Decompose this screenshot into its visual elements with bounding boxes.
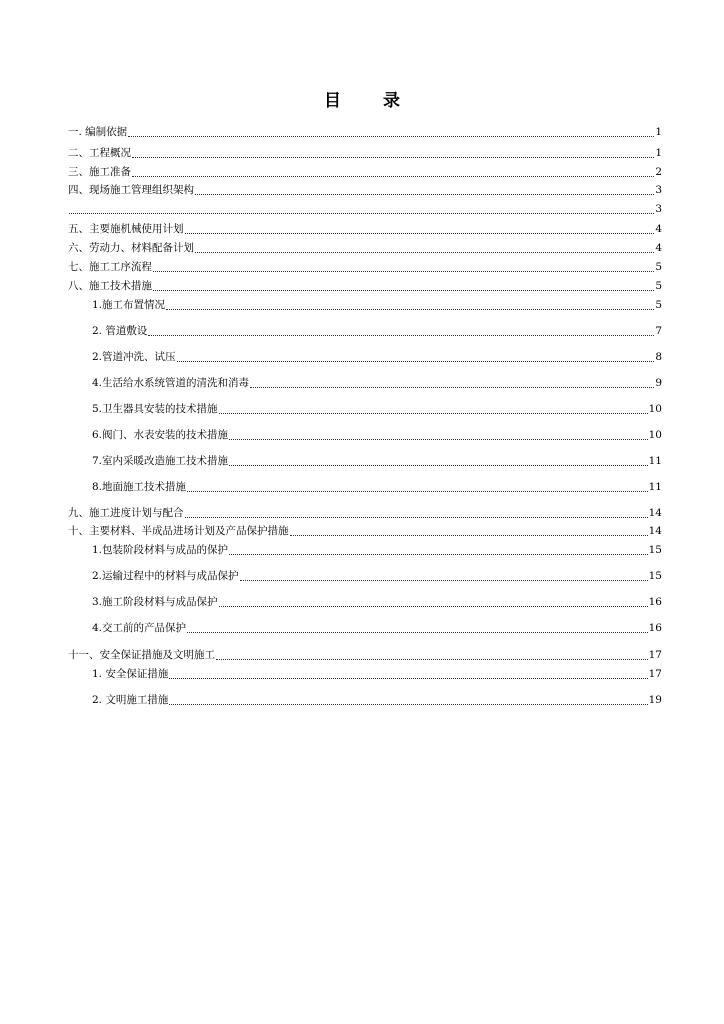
leader-dots <box>187 481 648 492</box>
toc-entry[interactable] <box>92 299 662 312</box>
toc-entry-page: 17 <box>648 668 662 680</box>
toc-entry[interactable] <box>68 261 662 274</box>
leader-dots <box>216 649 648 660</box>
toc-entry-page: 14 <box>648 507 662 519</box>
toc-entry-label: 1.包装阶段材料与成品的保护 <box>92 544 229 556</box>
toc-entry-label: 十一、安全保证措施及文明施工 <box>68 649 215 661</box>
toc-entry[interactable] <box>92 544 662 557</box>
toc-entry-page: 14 <box>648 525 662 537</box>
leader-dots <box>166 299 654 310</box>
toc-entry-label: 一. 编制依据 <box>68 126 128 138</box>
toc-entry-page: 9 <box>655 377 662 389</box>
toc-entry-label: 8.地面施工技术措施 <box>92 481 187 493</box>
leader-dots <box>148 325 654 336</box>
toc-entry-label: 六、劳动力、材料配备计划 <box>68 242 194 254</box>
leader-dots <box>153 261 654 272</box>
leader-dots <box>132 147 654 158</box>
toc-entry-label: 八、施工技术措施 <box>68 280 152 292</box>
toc-entry-page: 8 <box>655 351 662 363</box>
toc-entry[interactable] <box>92 403 662 416</box>
toc-entry-label: 二、工程概况 <box>68 147 131 159</box>
toc-entry[interactable] <box>68 126 662 139</box>
toc-entry[interactable] <box>68 525 662 538</box>
toc-entry[interactable] <box>68 242 662 255</box>
toc-entry[interactable] <box>68 507 662 520</box>
toc-entry-page: 2 <box>655 166 662 178</box>
toc-entry-page: 15 <box>648 544 662 556</box>
toc-entry-label: 四、现场施工管理组织架构 <box>68 184 194 196</box>
leader-dots <box>69 203 654 214</box>
toc-entry-label: 1. 安全保证措施 <box>92 668 169 680</box>
leader-dots <box>169 668 647 679</box>
toc-entry-label: 2.运输过程中的材料与成品保护 <box>92 570 239 582</box>
leader-dots <box>169 694 647 705</box>
toc-entry[interactable] <box>68 203 662 216</box>
leader-dots <box>250 377 654 388</box>
leader-dots <box>229 544 648 555</box>
toc-entry[interactable] <box>92 377 662 390</box>
toc-entry-page: 3 <box>655 184 662 196</box>
leader-dots <box>185 507 648 518</box>
toc-entry[interactable] <box>68 166 662 179</box>
toc-entry-label: 4.生活给水系统管道的清洗和消毒 <box>92 377 250 389</box>
leader-dots <box>185 223 655 234</box>
toc-entry-label: 2.管道冲洗、试压 <box>92 351 176 363</box>
leader-dots <box>229 429 648 440</box>
leader-dots <box>177 351 655 362</box>
toc-entry-page: 3 <box>655 203 662 215</box>
toc-entry-label: 7.室内采暖改造施工技术措施 <box>92 455 229 467</box>
toc-entry-page: 4 <box>655 223 662 235</box>
toc-entry[interactable] <box>92 455 662 468</box>
toc-entry-label: 2. 管道敷设 <box>92 325 148 337</box>
toc-entry[interactable] <box>68 223 662 236</box>
toc-entry-label: 五、主要施机械使用计划 <box>68 223 184 235</box>
toc-entry-label: 七、施工工序流程 <box>68 261 152 273</box>
page-title: 目 录 <box>324 91 418 111</box>
toc-entry-page: 16 <box>648 622 662 634</box>
leader-dots <box>187 622 648 633</box>
toc-entry[interactable] <box>92 351 662 364</box>
toc-entry-label: 三、施工准备 <box>68 166 131 178</box>
leader-dots <box>219 596 648 607</box>
leader-dots <box>153 280 654 291</box>
toc-entry-label: 5.卫生器具安装的技术措施 <box>92 403 218 415</box>
toc-entry[interactable] <box>92 429 662 442</box>
toc-entry-label: 九、施工进度计划与配合 <box>68 507 184 519</box>
toc-entry-page: 5 <box>655 280 662 292</box>
toc-entry-page: 10 <box>648 429 662 441</box>
toc-entry-label: 2. 文明施工措施 <box>92 694 169 706</box>
leader-dots <box>290 525 648 536</box>
toc-entry-label: 1.施工布置情况 <box>92 299 166 311</box>
toc-entry-label: 4.交工前的产品保护 <box>92 622 187 634</box>
toc-entry[interactable] <box>68 280 662 293</box>
toc-entry[interactable] <box>92 570 662 583</box>
toc-entry-label: 十、主要材料、半成品进场计划及产品保护措施 <box>68 525 289 537</box>
toc-entry[interactable] <box>92 668 662 681</box>
leader-dots <box>219 403 648 414</box>
toc-entry-page: 1 <box>655 126 662 138</box>
toc-entry[interactable] <box>68 184 662 197</box>
toc-entry-page: 5 <box>655 261 662 273</box>
leader-dots <box>132 166 654 177</box>
toc-entry[interactable] <box>92 596 662 609</box>
leader-dots <box>195 184 654 195</box>
toc-entry-label: 6.阀门、水表安装的技术措施 <box>92 429 229 441</box>
leader-dots <box>128 126 654 137</box>
toc-entry-page: 17 <box>648 649 662 661</box>
leader-dots <box>195 242 654 253</box>
toc-entry-label: 3.施工阶段材料与成品保护 <box>92 596 218 608</box>
toc-entry-page: 15 <box>648 570 662 582</box>
toc-entry-page: 4 <box>655 242 662 254</box>
toc-entry[interactable] <box>92 325 662 338</box>
toc-entry[interactable] <box>68 649 662 662</box>
toc-entry[interactable] <box>92 622 662 635</box>
toc-entry-page: 11 <box>648 481 662 493</box>
toc-entry-page: 16 <box>648 596 662 608</box>
toc-entry-page: 11 <box>648 455 662 467</box>
toc-entry-page: 10 <box>648 403 662 415</box>
toc-entry[interactable] <box>68 147 662 160</box>
leader-dots <box>229 455 648 466</box>
toc-entry[interactable] <box>92 481 662 494</box>
leader-dots <box>240 570 648 581</box>
toc-entry-page: 19 <box>648 694 662 706</box>
toc-entry-page: 7 <box>655 325 662 337</box>
toc-entry-page: 5 <box>655 299 662 311</box>
toc-entry[interactable] <box>92 694 662 707</box>
toc-entry-page: 1 <box>655 147 662 159</box>
